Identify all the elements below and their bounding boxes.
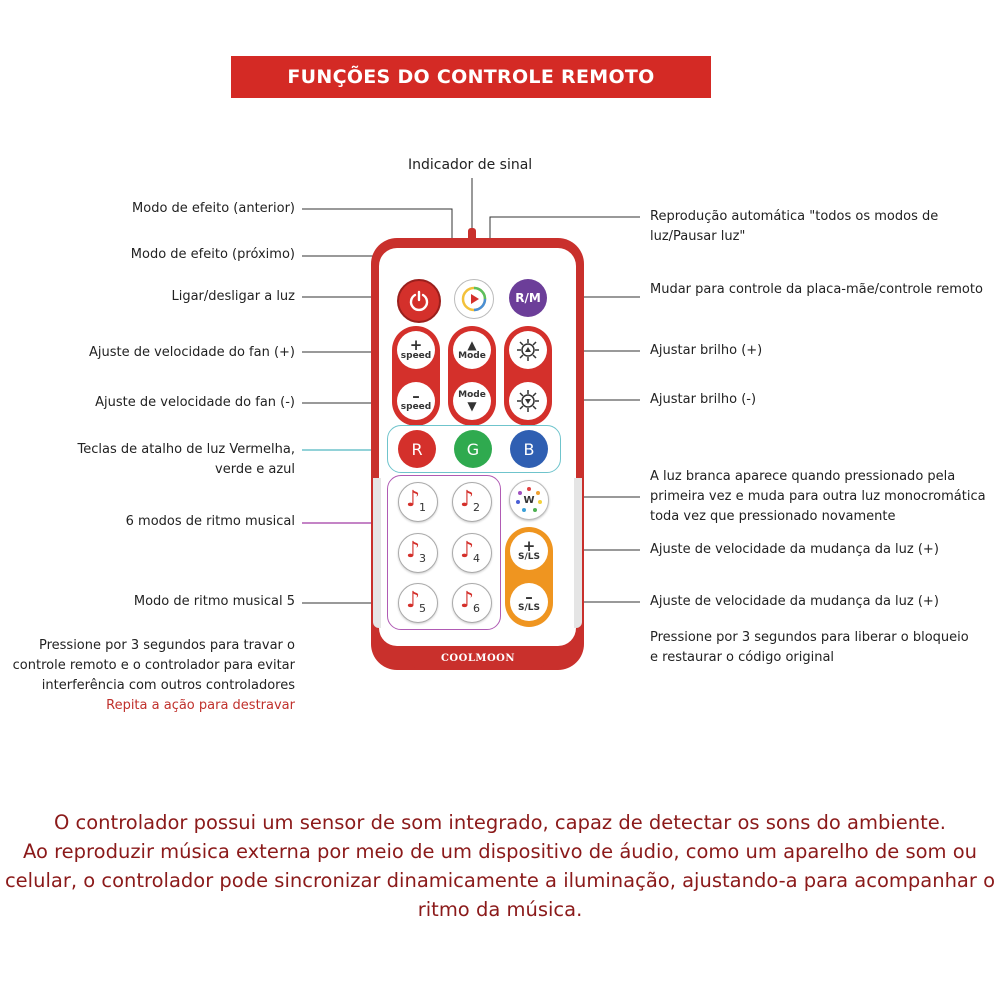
label-white [650,467,986,527]
label-unlock [650,628,969,668]
sls-up-label: S/LS [518,552,540,562]
sun-up-icon [515,337,541,363]
plus-icon: + [409,336,423,354]
label-prev-mode: Modo de efeito (anterior) [132,201,295,216]
sun-down-icon [515,388,541,414]
label-music-modes: 6 modos de ritmo musical [125,514,295,529]
description-line3: celular, o controlador pode sincronizar dinamicamente a iluminação, ajustando-a para acompanhar o [4,869,996,892]
blue-button[interactable]: B [510,430,548,468]
music-mode-2-button[interactable] [452,482,492,522]
label-rm: Mudar para controle da placa-mãe/controle remoto [650,282,983,297]
description-line2: Ao reproduzir música externa por meio de um dispositivo de áudio, como um aparelho de som ou [22,840,978,863]
music-mode-5-number: 5 [419,602,426,615]
sls-up-button[interactable] [510,532,548,570]
triangle-down-icon: ▼ [467,399,477,413]
label-rgb-line2: verde e azul [215,462,295,477]
red-button[interactable]: R [398,430,436,468]
music-mode-4-number: 4 [473,552,480,565]
triangle-up-icon: ▲ [467,338,477,352]
brightness-up-button[interactable] [509,331,547,369]
sls-down-label: S/LS [518,603,540,613]
label-sls-down: Ajuste de velocidade da mudança da luz (+) [650,594,939,609]
label-music-5: Modo de ritmo musical 5 [133,594,295,609]
white-light-button[interactable] [509,480,549,520]
power-button[interactable] [397,279,441,323]
green-button[interactable]: G [454,430,492,468]
mode-prev-button[interactable] [453,382,491,420]
music-note-icon: ♪ [460,588,475,613]
brightness-down-button[interactable] [509,382,547,420]
label-lock-line1: Pressione por 3 segundos para travar o [38,638,295,653]
music-mode-6-number: 6 [473,602,480,615]
description-text [0,808,1000,924]
music-mode-5-button[interactable] [398,583,438,623]
label-autoplay-line1: Reprodução automática "todos os modos de [650,209,939,224]
description-line1: O controlador possui um sensor de som integrado, capaz de detectar os sons do ambiente. [53,811,946,834]
plus-icon: + [522,537,536,555]
brand-logo: COOLMOON [412,648,544,668]
label-next-mode: Modo de efeito (próximo) [130,247,295,262]
label-rgb-line1: Teclas de atalho de luz Vermelha, [77,442,295,457]
music-mode-2-number: 2 [473,501,480,514]
left-side-strip [373,478,381,628]
label-unlock-line2: e restaurar o código original [650,650,835,665]
page-title: FUNÇÕES DO CONTROLE REMOTO [231,56,711,98]
music-note-icon: ♪ [406,538,421,563]
sls-down-button[interactable] [510,583,548,621]
music-mode-3-number: 3 [419,552,426,565]
label-signal: Indicador de sinal [408,157,533,173]
mode-next-button[interactable] [453,331,491,369]
label-lock [13,636,295,716]
label-white-line3: toda vez que pressionado novamente [650,509,896,524]
right-side-strip [574,478,582,628]
minus-icon: – [525,588,533,606]
play-icon [461,286,487,312]
label-fan-down: Ajuste de velocidade do fan (-) [95,395,295,410]
music-mode-4-button[interactable] [452,533,492,573]
label-sls-up: Ajuste de velocidade da mudança da luz (+) [650,542,939,557]
fan-speed-up-button[interactable] [397,331,435,369]
autoplay-button[interactable] [454,279,494,319]
label-autoplay-line2: luz/Pausar luz" [650,229,746,244]
label-white-line1: A luz branca aparece quando pressionado pela [650,469,956,484]
label-power: Ligar/desligar a luz [171,289,295,304]
music-note-icon: ♪ [460,538,475,563]
power-icon [408,290,430,312]
label-bright-down: Ajustar brilho (-) [650,392,757,407]
label-rgb [77,440,295,480]
music-mode-3-button[interactable] [398,533,438,573]
music-note-icon: ♪ [406,487,421,512]
mode-down-label: Mode [458,390,486,400]
rm-button[interactable]: R/M [509,279,547,317]
music-mode-6-button[interactable] [452,583,492,623]
fan-speed-down-button[interactable] [397,382,435,420]
label-bright-up: Ajustar brilho (+) [650,343,763,358]
label-lock-line3: interferência com outros controladores [41,678,295,693]
speed-up-label: speed [400,351,432,361]
label-fan-up: Ajuste de velocidade do fan (+) [88,345,295,360]
label-lock-line4: Repita a ação para destravar [106,698,295,713]
label-white-line2: primeira vez e muda para outra luz monocromática [650,489,986,504]
speed-down-label: speed [400,402,432,412]
mode-up-label: Mode [458,351,486,361]
label-autoplay [650,207,938,247]
music-mode-1-button[interactable] [398,482,438,522]
label-unlock-line1: Pressione por 3 segundos para liberar o bloqueio [650,630,969,645]
minus-icon: – [412,387,420,405]
music-mode-1-number: 1 [419,501,426,514]
w-label: W [523,494,535,506]
music-note-icon: ♪ [406,588,421,613]
description-line4: ritmo da música. [417,898,583,921]
music-note-icon: ♪ [460,487,475,512]
label-lock-line2: controle remoto e o controlador para evitar [12,658,295,673]
